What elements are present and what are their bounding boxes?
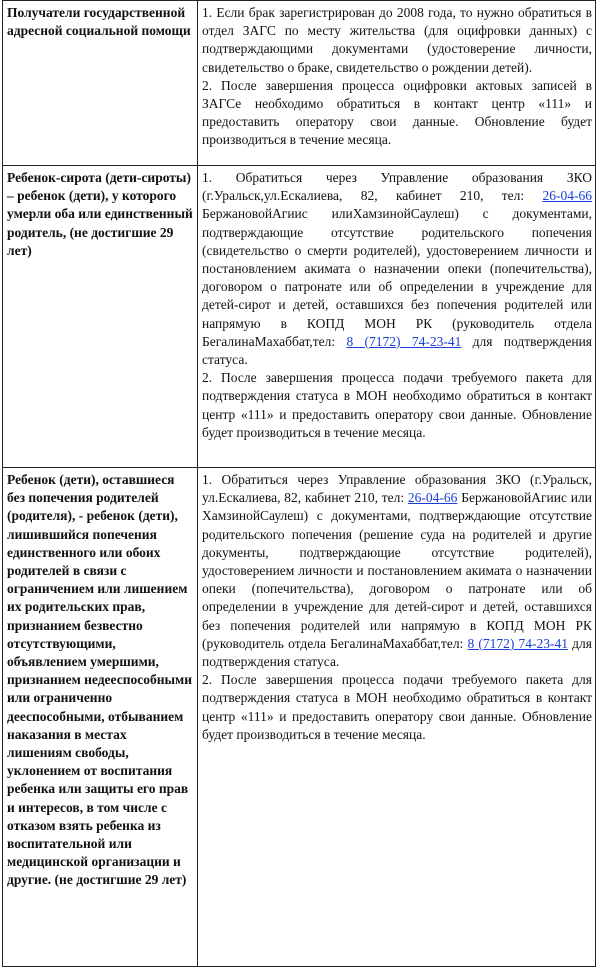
phone-link[interactable]: 8 (7172) 74-23-41	[467, 635, 569, 651]
table-row	[3, 1, 596, 166]
instructions-cell	[198, 166, 596, 468]
recipient-cell: Ребенок-сирота (дети-сироты) – ребенок (дети), у которого умерли оба или единственный родитель, (не достигшие 29 лет)	[3, 166, 198, 468]
step-text: для подтверждения статуса.	[202, 333, 592, 368]
instruction-step: 2. После завершения процесса подачи требуемого пакета для подтверждения статуса в МОН необходимо обратиться в контакт центр «111» и предоставить оператору свои данные. Обновление будет производиться в течение месяца.	[202, 672, 592, 742]
instruction-step: 2. После завершения процесса оцифровки актовых записей в ЗАГСе необходимо обратиться в контакт центр «111» и предоставить оператору свои данные. Обновление будет производиться в течение месяца.	[202, 77, 592, 148]
instruction-step	[202, 471, 592, 671]
phone-link[interactable]: 8 (7172) 74-23-41	[346, 333, 462, 349]
instruction-step	[202, 169, 592, 369]
step-text: БержановойАгиис или ХамзинойСаулеш) с документами, подтверждающие отсутствие родительского попечения (решение суда на родителей и другие документы, подтверждающие отсутствие родителей), удостоверением личности и постановлением акимата о назначении опеки (попечительства), договором о патронате или об определении в учреждение для детей-сирот и детей, оставшихся без попечения родителей или напрямую в КОПД МОН РК (руководитель отдела БегалинаМахаббат,тел:	[202, 490, 592, 651]
step-text: БержановойАгиис илиХамзинойСаулеш) с документами, подтверждающие отсутствие родительского попечения (свидетельство о смерти родителей), удостоверением личности и постановлением акимата о назначении опеки (попечительства), договором о патронате или об определении в учреждение для детей-сирот и детей, оставшихся без попечения родителей или напрямую в КОПД МОН РК (руководитель отдела БегалинаМахаббат,тел:	[202, 206, 592, 349]
table-row	[3, 166, 596, 468]
recipient-cell: Ребенок (дети), оставшиеся без попечения родителей (родителя), - ребенок (дети), лишившийся попечения единственного или обоих родителей в связи с ограничением или лишением их родительских прав, признанием безвестно отсутствующими, объявлением умершими, признанием недееспособными или ограниченно дееспособными, отбыванием наказания в местах лишениям свободы, уклонением от воспитания ребенка или защиты его прав и интересов, в том числе с отказом взять ребенка из воспитательной или медицинской организации и другие. (не достигшие 29 лет)	[3, 468, 198, 967]
phone-link[interactable]: 26-04-66	[542, 188, 592, 204]
instruction-step: 1. Если брак зарегистрирован до 2008 года, то нужно обратиться в отдел ЗАГС по месту жительства (для оцифровки данных) с подтверждающими документами (удостоверение личности, свидетельство о браке, свидетельство о рождении детей).	[202, 5, 592, 75]
step-text: 1. Обратиться через Управление образования ЗКО (г.Уральск,ул.Ескалиева, 82, кабинет 210, тел:	[202, 170, 592, 204]
recipient-cell: Получатели государственной адресной социальной помощи	[3, 1, 198, 166]
step-text: 1. Обратиться через Управление образования ЗКО (г.Уральск, ул.Ескалиева, 82, кабинет 210, тел:	[202, 472, 592, 506]
assistance-table	[2, 0, 596, 967]
instructions-cell	[198, 1, 596, 166]
step-text: для подтверждения статуса.	[202, 635, 592, 670]
instructions-cell	[198, 468, 596, 967]
table-row	[3, 468, 596, 967]
phone-link[interactable]: 26-04-66	[407, 490, 458, 506]
instruction-step: 2. После завершения процесса подачи требуемого пакета для подтверждения статуса в МОН необходимо обратиться в контакт центр «111» и предоставить оператору свои данные. Обновление будет производиться в течение месяца.	[202, 370, 592, 440]
